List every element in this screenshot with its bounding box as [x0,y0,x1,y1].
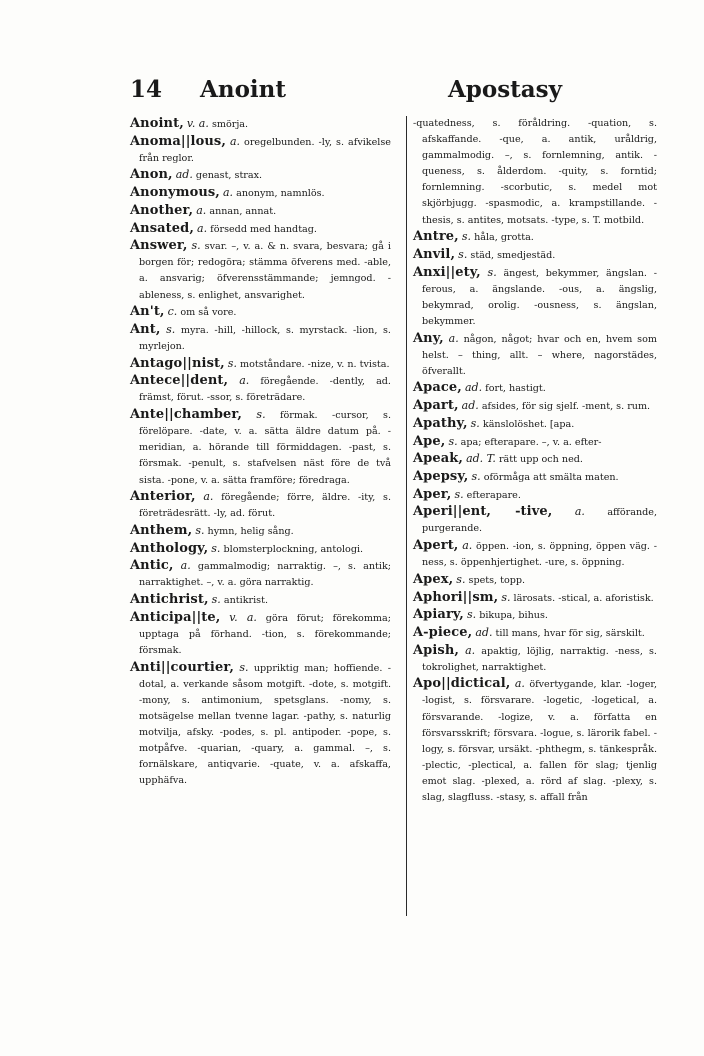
entry-headword: Anthem, [130,522,193,538]
entry-headword: Apace, [413,380,462,396]
dictionary-entry [413,504,657,537]
entry-headword: Antago||nist, [130,355,225,371]
entry-grammar: s. [239,660,249,674]
entry-headword: Answer, [130,238,188,254]
entry-definition: annan, annat. [209,205,277,217]
entry-grammar: s. [501,590,511,604]
entry-definition: håla, grotta. [474,232,534,244]
entry-definition: afsides, för sig sjelf. -ment, s. rum. [481,401,651,413]
dictionary-entry [413,229,657,246]
entry-definition: oregelbunden. -ly, s. afvikelse från reglor. [139,136,391,164]
entry-definition: afförande, purgerande. [422,507,657,535]
entry-definition: känslolöshet. [apa. [482,418,575,430]
entry-grammar: a. [239,374,250,388]
entry-definition: någon, något; hvar och en, hvem som helst. – thing, allt. – where, nagorstädes, öfverallt. [422,333,657,377]
entry-definition: rätt upp och ned. [498,454,583,466]
entry-grammar: a. [203,490,214,504]
entry-definition: uppriktig man; hoffiende. -dotal, a. verkande såsom motgift. -dote, s. motgift. -mony, s. antimonium, spetsglans. -nomy, s. motsägelse mellan tvenne lagar. -pathy, s. naturlig motvilja, afsky. -podes, s. pl. antipoder. -pope, s. motpåfve. -quarian, -quary, a. gammal. –, s. fornälskare, antiqvarie. -quate, v. a. afskaffa, upphäfva. [139,662,391,787]
entry-definition: -quatedness, s. föråldring. -quation, s. afskaffande. -que, a. antik, uråldrig, gammalmodig. –, s. fornlemning, antik. -queness, s. ålderdom. -quity, s. forntid; fornlemning. -scorbutic, s. medel mot skjörbjugg. -spasmodic, a. krampstillande. -thesis, s. antites, motsats. -type, s. T. motbild. [413,118,657,226]
right-running-head: Apostasy [447,76,562,103]
entry-grammar: ad. T. [466,452,496,466]
dictionary-entry [130,167,391,184]
dictionary-entry [413,625,657,642]
entry-definition: bikupa, bihus. [479,610,548,622]
entry-definition: lärosats. -stical, a. aforistisk. [513,592,654,604]
entry-definition: motståndare. -nize, v. n. tvista. [240,358,390,370]
entry-definition: myra. -hill, -hillock, s. myrstack. -lion, s. myrlejon. [139,324,391,352]
dictionary-entry [130,592,391,609]
right-column [413,116,657,807]
entry-grammar: s. [458,247,468,261]
entry-grammar: a. [465,643,476,657]
entry-headword: Anti||courtier, [130,659,234,675]
page-number: 14 [130,76,163,103]
entry-headword: Apathy, [413,415,468,431]
entry-headword: A-piece, [413,624,473,640]
entry-headword: Apeak, [413,451,464,467]
entry-headword: Any, [413,330,444,346]
entry-headword: An't, [130,304,165,320]
entry-grammar: s. [471,469,481,483]
entry-headword: Anterior, [130,489,196,505]
dictionary-entry [130,407,391,488]
dictionary-entry [413,416,657,433]
entry-headword: Apo||dictical, [413,676,511,692]
entry-grammar: a. [180,559,191,573]
dictionary-entry [413,572,657,589]
dictionary-entry [130,238,391,303]
entry-grammar: s. [467,608,477,622]
dictionary-entry [130,134,391,167]
entry-grammar: ad. [464,381,483,395]
entry-headword: Apert, [413,538,459,554]
dictionary-entry [413,538,657,571]
entry-headword: Anoma||lous, [130,133,226,149]
entry-grammar: s. [470,416,480,430]
entry-headword: Ante||chamber, [130,407,243,423]
entry-headword: Anoint, [130,116,184,131]
dictionary-entry [413,116,657,229]
entry-grammar: s. [211,541,221,555]
entry-grammar: ad. [461,399,479,413]
entry-grammar: a. [223,186,234,200]
dictionary-entry [130,322,391,355]
entry-definition: spets, topp. [468,574,526,586]
entry-grammar: s. [166,322,176,336]
entry-grammar: s. [227,356,237,370]
entry-definition: öppen. -ion, s. öppning, öppen väg. -ness, s. öppenhjertighet. -ure, s. öppning. [422,541,657,569]
dictionary-entry [130,373,391,406]
left-column [130,116,391,790]
entry-grammar: ad. [175,168,193,182]
entry-headword: Anon, [130,167,173,183]
entry-headword: Antre, [413,229,459,245]
entry-grammar: s. [454,487,464,501]
entry-grammar: a. [574,505,585,519]
dictionary-entry [413,398,657,415]
dictionary-entry [130,660,391,790]
entry-grammar: a. [196,203,207,217]
dictionary-entry [130,610,391,659]
entry-headword: Ansated, [130,220,194,236]
entry-definition: ängest, bekymmer, ängslan. -ferous, a. ängslande. -ous, a. ängslig, bekymrad, orolig. -ousness, s. ängslan, bekymmer. [422,267,657,327]
entry-definition: blomsterplockning, antologi. [223,543,364,555]
entry-headword: Ape, [413,433,446,449]
entry-grammar: ad. [475,625,493,639]
dictionary-entry [130,541,391,558]
entry-headword: Apiary, [413,607,464,623]
entry-headword: Apish, [413,642,460,658]
entry-definition: apa; efterapare. –, v. a. efter- [460,436,602,448]
dictionary-entry [130,185,391,202]
dictionary-entry [130,116,391,133]
dictionary-entry [413,247,657,264]
entry-headword: Antece||dent, [130,373,229,389]
dictionary-entry [130,489,391,522]
entry-definition: till mans, hvar för sig, särskilt. [495,627,645,639]
entry-definition: genast, strax. [195,170,263,182]
entry-headword: Apart, [413,398,459,414]
entry-grammar: a. [197,221,208,235]
entry-definition: om så vore. [180,307,237,319]
entry-grammar: a. [229,134,241,148]
entry-definition: svar. –, v. a. & n. svara, besvara; gå i borgen för; redogöra; stämma öfverens med. -able, a. ansvarig; öfverensstämmande; jemngod. -ableness, s. enlighet, ansvarighet. [139,241,391,301]
dictionary-entry [413,265,657,330]
entry-headword: Aphori||sm, [413,589,499,605]
entry-definition: hymn, helig sång. [207,525,294,537]
entry-grammar: s. [211,593,221,607]
dictionary-entry [413,676,657,806]
entry-grammar: a. [448,331,459,345]
entry-definition: städ, smedjestäd. [470,249,556,261]
entry-grammar: s. [195,523,205,537]
dictionary-entry [413,487,657,504]
entry-grammar: a. [462,539,473,553]
entry-definition: fort, hastigt. [485,383,546,395]
entry-headword: Antic, [130,558,174,574]
entry-definition: förmak. -cursor, s. förelöpare. -date, v. a. sätta äldre datum på. -meridian, a. hörande till förmiddagen. -past, s. försmak. -penult, s. stafvelsen näst före de två sista. -pone, v. a. sätta framföre; föredraga. [139,410,391,486]
dictionary-entry [413,590,657,607]
entry-definition: öfvertygande, klar. -loger, -logist, s. försvarare. -logetic, -logetical, a. försvarande. -logize, v. a. författa en försvarsskrift; försvara. -logue, s. lärorik fabel. -logy, s. försvar, ursäkt. -phthegm, s. tänkespråk. -plectic, -plectical, a. fallen för slag; tjenlig emot slag. -plexed, a. rörd af slag. -plexy, s. slag, slagfluss. -stasy, s. affall från [422,679,657,804]
entry-grammar: s. [448,434,458,448]
entry-definition: anonym, namnlös. [236,188,325,200]
dictionary-entry [130,356,391,373]
dictionary-entry [130,221,391,238]
page-header [130,70,562,110]
entry-definition: gammalmodig; narraktig. –, s. antik; narraktighet. –, v. a. göra narraktig. [139,561,391,589]
entry-definition: försedd med handtag. [210,223,317,235]
dictionary-entry [130,304,391,321]
left-running-head: Anoint [200,76,286,103]
dictionary-entry [413,331,657,380]
entry-definition: föregående; förre, äldre. -ity, s. företrädesrätt. -ly, ad. förut. [139,492,391,520]
entry-grammar: v. a. [229,610,257,624]
entry-headword: Another, [130,202,194,218]
entry-definition: föregående. -dently, ad. främst, förut. -ssor, s. företrädare. [139,376,391,404]
entry-grammar: c. [167,305,178,319]
entry-grammar: s. [456,572,466,586]
dictionary-entry [413,607,657,624]
entry-headword: Aperi||ent, -tive, [413,504,553,520]
dictionary-entry [413,380,657,397]
entry-definition: antikrist. [223,595,268,607]
dictionary-entry [413,451,657,468]
entry-definition: efterapare. [466,489,521,501]
entry-definition: smörja. [211,119,249,130]
entry-grammar: s. [461,230,472,244]
entry-headword: Apex, [413,571,454,587]
entry-headword: Anticipa||te, [130,609,221,625]
entry-headword: Anvil, [413,246,456,262]
column-divider [406,116,407,916]
entry-definition: oförmåga att smälta maten. [483,471,619,483]
entry-headword: Ant, [130,321,161,337]
dictionary-entry [413,643,657,676]
entry-grammar: v. a. [186,117,209,130]
entry-grammar: s. [191,239,201,253]
dictionary-entry [413,469,657,486]
entry-grammar: a. [514,677,525,691]
dictionary-entry [130,523,391,540]
dictionary-entry [413,434,657,451]
entry-headword: Anonymous, [130,185,220,201]
entry-definition: göra förut; förekomma; upptaga på förhand. -tion, s. förekommande; försmak. [139,612,391,656]
dictionary-entry [130,203,391,220]
entry-grammar: s. [256,408,266,422]
entry-headword: Anxi||ety, [413,264,481,280]
entry-definition: apaktig, löjlig, narraktig. -ness, s. tokrolighet, narraktighet. [422,645,657,673]
entry-headword: Anthology, [130,540,209,556]
dictionary-entry [130,558,391,591]
entry-headword: Antichrist, [130,592,209,608]
entry-headword: Apepsy, [413,468,469,484]
entry-headword: Aper, [413,486,452,502]
entry-grammar: s. [487,265,497,279]
